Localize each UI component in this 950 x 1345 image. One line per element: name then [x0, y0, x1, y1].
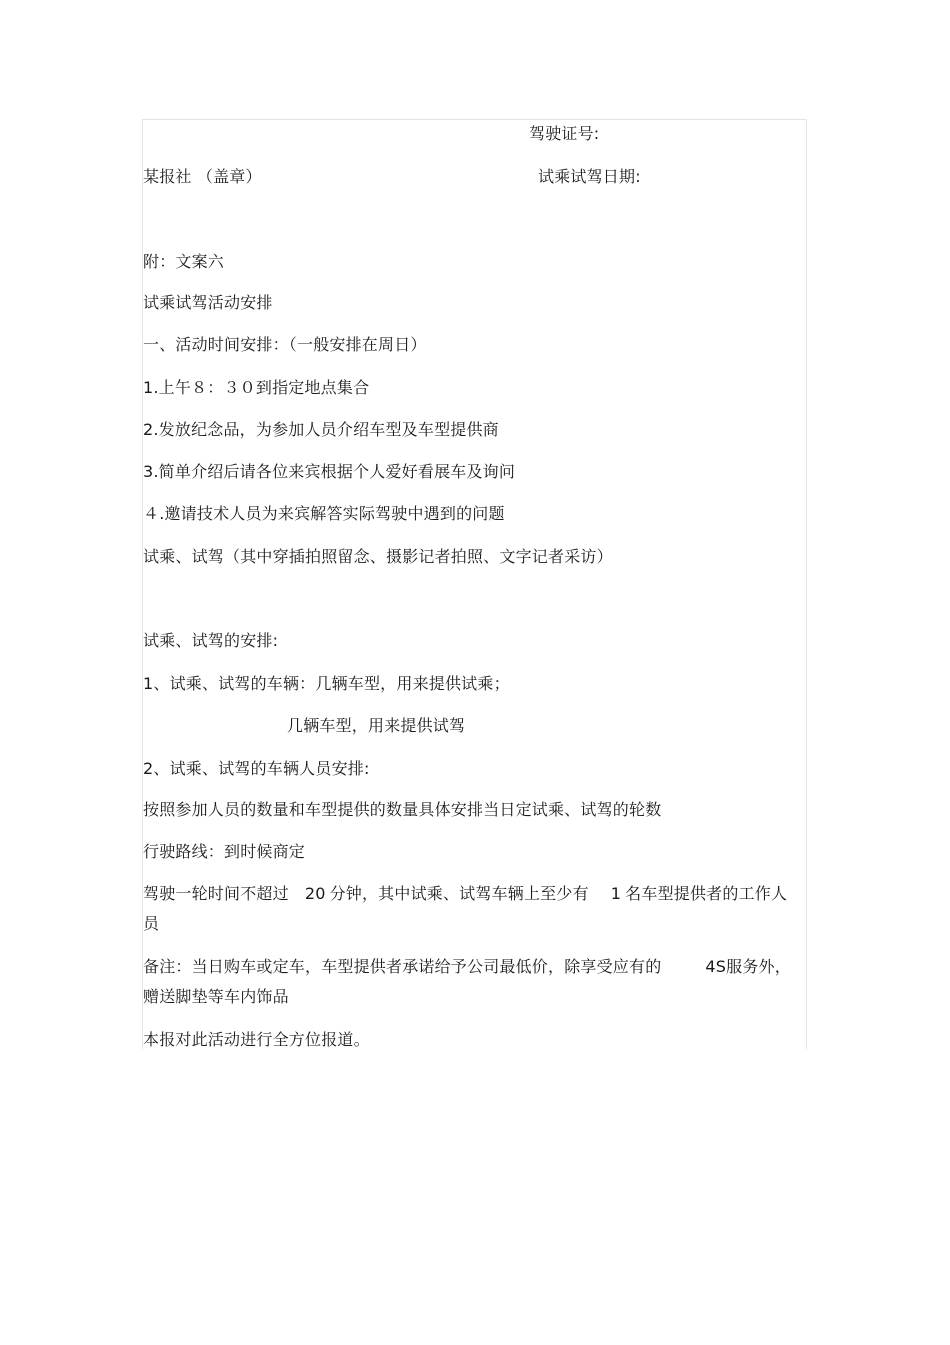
schedule-item: 2.发放纪念品，为参加人员介绍车型及车型提供商 — [143, 420, 499, 439]
duration-paragraph — [143, 879, 798, 939]
schedule-item: 3.简单介绍后请各位来宾根据个人爱好看展车及询问 — [143, 462, 516, 481]
schedule-item: ４.邀请技术人员为来宾解答实际驾驶中遇到的问题 — [143, 504, 505, 523]
organization-stamp-label: 某报社 （盖章） — [143, 167, 262, 186]
time-arrangement-heading: 一、活动时间安排：（一般安排在周日） — [143, 335, 427, 354]
schedule-item: 1.上午８：３０到指定地点集合 — [143, 378, 370, 397]
route-line: 行驶路线：到时候商定 — [143, 842, 306, 861]
remark-text-2: 服务外，赠送脚垫等车内饰品 — [143, 957, 791, 1006]
test-drive-note: 试乘、试驾（其中穿插拍照留念、摄影记者拍照、文字记者采访） — [143, 547, 613, 566]
duration-text-3: 名车型提供者的工作人员 — [143, 884, 788, 933]
duration-minutes: 20 — [304, 884, 326, 903]
remark-text-1: 备注：当日购车或定车，车型提供者承诺给予公司最低价，除享受应有的 — [143, 957, 662, 976]
arrangement-heading: 试乘、试驾的安排: — [143, 631, 279, 650]
section-title: 试乘试驾活动安排 — [143, 293, 273, 312]
staff-heading: 2、试乘、试驾的车辆人员安排: — [143, 759, 370, 778]
duration-staff-count: 1 — [610, 884, 622, 903]
remark-paragraph — [143, 952, 798, 1012]
remark-4s: 4S — [705, 957, 727, 976]
test-drive-date-label: 试乘试驾日期: — [538, 167, 641, 186]
license-number-label: 驾驶证号: — [529, 124, 600, 143]
vehicles-line-1: 1、试乘、试驾的车辆：几辆车型，用来提供试乘； — [143, 674, 510, 693]
duration-text-2: 分钟，其中试乘、试驾车辆上至少有 — [329, 884, 589, 903]
staff-detail: 按照参加人员的数量和车型提供的数量具体安排当日定试乘、试驾的轮数 — [143, 800, 662, 819]
appendix-title: 附：文案六 — [143, 252, 225, 271]
duration-text-1: 驾驶一轮时间不超过 — [143, 884, 289, 903]
coverage-line: 本报对此活动进行全方位报道。 — [143, 1030, 370, 1049]
vehicles-line-2: 几辆车型，用来提供试驾 — [287, 716, 466, 735]
